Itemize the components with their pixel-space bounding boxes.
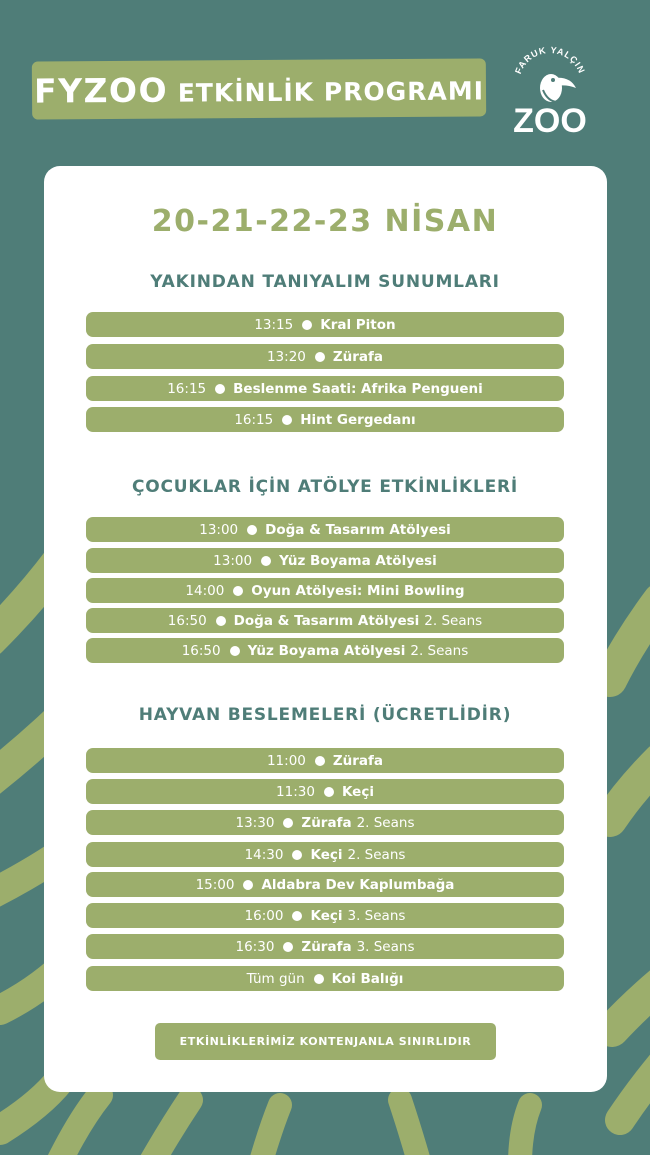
item-time: Tüm gün xyxy=(246,970,305,987)
item-name: Doğa & Tasarım Atölyesi xyxy=(265,521,451,538)
item-time: 14:30 xyxy=(244,846,284,863)
item-time: 16:15 xyxy=(234,411,274,428)
item-name: Zürafa xyxy=(301,814,352,831)
item-name: Oyun Atölyesi: Mini Bowling xyxy=(251,582,465,599)
item-name: Yüz Boyama Atölyesi xyxy=(279,552,437,569)
schedule-item xyxy=(86,638,564,663)
item-time: 13:30 xyxy=(235,814,275,831)
item-name: Doğa & Tasarım Atölyesi xyxy=(233,612,420,629)
item-name: Keçi xyxy=(341,783,374,800)
schedule-item xyxy=(86,934,564,959)
page-title-brand: FYZOO xyxy=(33,70,169,111)
section-title-feedings: HAYVAN BESLEMELERİ (ÜCRETLİDİR) xyxy=(138,705,512,725)
item-name: Aldabra Dev Kaplumbağa xyxy=(261,876,455,893)
bullet-dot-icon xyxy=(302,320,312,330)
item-name: Kral Piton xyxy=(320,316,396,333)
bullet-dot-icon xyxy=(283,942,293,952)
section-title-presentations: YAKINDAN TANIYALIM SUNUMLARI xyxy=(150,272,500,292)
item-name: Beslenme Saati: Afrika Pengueni xyxy=(233,380,483,397)
schedule-item xyxy=(86,344,564,369)
item-session: 2. Seans xyxy=(347,846,406,863)
schedule-item xyxy=(86,872,564,897)
item-time: 16:50 xyxy=(167,612,207,629)
bullet-dot-icon xyxy=(243,880,253,890)
schedule-item xyxy=(86,810,564,835)
item-time: 11:00 xyxy=(266,752,306,769)
bullet-dot-icon xyxy=(216,616,226,626)
item-time: 13:20 xyxy=(266,348,306,365)
capacity-notice: ETKİNLİKLERİMİZ KONTENJANLA SINIRLIDIR xyxy=(155,1023,496,1060)
item-time: 13:00 xyxy=(199,521,239,538)
schedule-item xyxy=(86,966,564,991)
item-name: Koi Balığı xyxy=(331,970,404,987)
item-name: Keçi xyxy=(310,907,343,924)
toucan-icon xyxy=(510,40,590,140)
item-name: Zürafa xyxy=(332,348,384,365)
page-title-rest: ETKİNLİK PROGRAMI xyxy=(177,75,485,108)
bullet-dot-icon xyxy=(315,756,325,766)
logo-arc-text: FARUK YALÇIN xyxy=(512,44,588,76)
schedule-item xyxy=(86,842,564,867)
item-time: 14:00 xyxy=(185,582,225,599)
item-session: 2. Seans xyxy=(424,612,483,629)
bullet-dot-icon xyxy=(215,384,225,394)
item-time: 16:30 xyxy=(235,938,275,955)
item-time: 13:00 xyxy=(213,552,253,569)
bullet-dot-icon xyxy=(314,974,324,984)
item-session: 2. Seans xyxy=(410,642,469,659)
item-name: Zürafa xyxy=(332,752,384,769)
bullet-dot-icon xyxy=(261,556,271,566)
item-time: 15:00 xyxy=(195,876,235,893)
schedule-item xyxy=(86,517,564,542)
bullet-dot-icon xyxy=(292,850,302,860)
schedule-item xyxy=(86,578,564,603)
bullet-dot-icon xyxy=(247,525,257,535)
item-time: 16:15 xyxy=(167,380,207,397)
item-time: 16:00 xyxy=(244,907,284,924)
event-dates: 20-21-22-23 NİSAN xyxy=(151,204,499,239)
bullet-dot-icon xyxy=(315,352,325,362)
schedule-item xyxy=(86,312,564,337)
schedule-item xyxy=(86,748,564,773)
section-title-workshops: ÇOCUKLAR İÇİN ATÖLYE ETKİNLİKLERİ xyxy=(131,477,519,497)
bullet-dot-icon xyxy=(230,646,240,656)
schedule-item xyxy=(86,903,564,928)
bullet-dot-icon xyxy=(324,787,334,797)
page-title xyxy=(34,68,484,110)
schedule-item xyxy=(86,608,564,633)
item-name: Yüz Boyama Atölyesi xyxy=(247,642,406,659)
bullet-dot-icon xyxy=(282,415,292,425)
bullet-dot-icon xyxy=(233,586,243,596)
schedule-item xyxy=(86,376,564,401)
item-time: 13:15 xyxy=(254,316,294,333)
schedule-item xyxy=(86,779,564,804)
svg-text:FARUK YALÇIN xyxy=(513,45,587,75)
schedule-item xyxy=(86,407,564,432)
item-name: Zürafa xyxy=(301,938,352,955)
logo-word: ZOO xyxy=(513,102,587,140)
item-session: 3. Seans xyxy=(347,907,406,924)
bullet-dot-icon xyxy=(283,818,293,828)
bullet-dot-icon xyxy=(292,911,302,921)
item-time: 16:50 xyxy=(181,642,221,659)
item-name: Keçi xyxy=(310,846,343,863)
item-time: 11:30 xyxy=(276,783,315,800)
item-name: Hint Gergedanı xyxy=(300,411,416,428)
item-session: 2. Seans xyxy=(356,814,415,831)
header-banner xyxy=(32,58,486,119)
schedule-item xyxy=(86,548,564,573)
item-session: 3. Seans xyxy=(356,938,415,955)
zoo-logo xyxy=(510,40,590,140)
